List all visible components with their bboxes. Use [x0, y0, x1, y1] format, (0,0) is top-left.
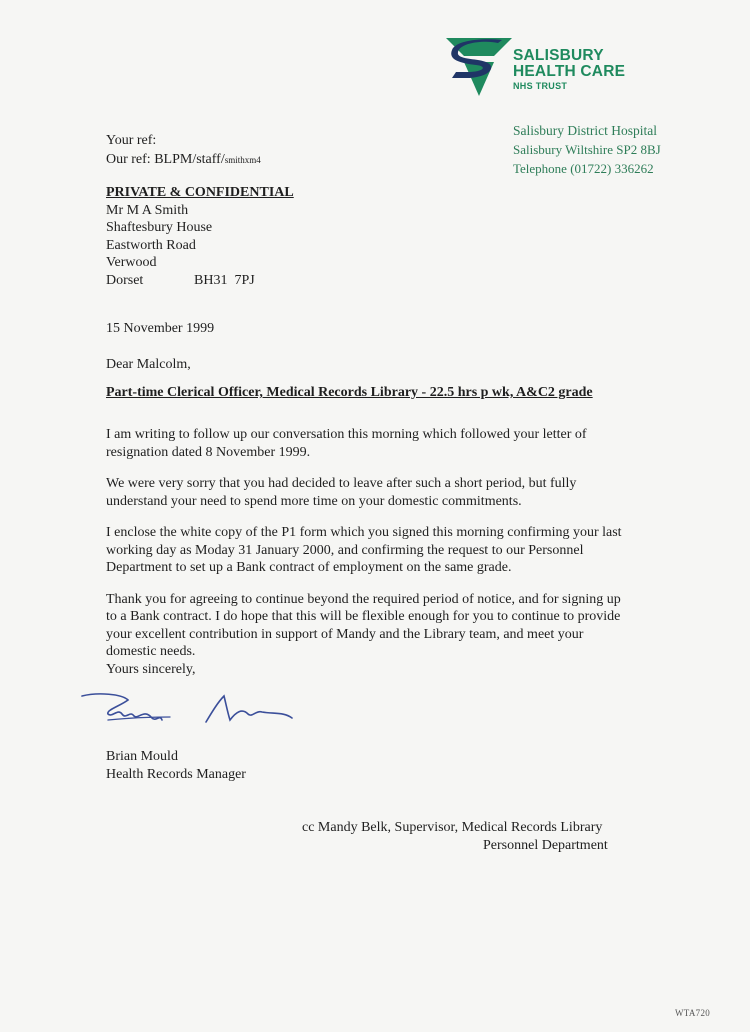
- addressee-line2: Eastworth Road: [106, 237, 196, 253]
- subject-heading: Part-time Clerical Officer, Medical Records Library - 22.5 hrs p wk, A&C2 grade: [106, 385, 593, 400]
- addressee-county-postcode: [106, 272, 294, 290]
- your-ref: Your ref:: [106, 133, 157, 148]
- addressee-block: [106, 184, 294, 289]
- salutation: Dear Malcolm,: [106, 357, 191, 372]
- hospital-address: [513, 121, 661, 178]
- trust-logo-mark-icon: [446, 38, 512, 96]
- document-reference: WTA720: [675, 1008, 711, 1018]
- signer-title: Health Records Manager: [106, 767, 246, 782]
- our-ref-suffix: smithxm4: [224, 155, 261, 165]
- signer-block: [106, 748, 246, 784]
- letter-body: [106, 426, 626, 675]
- trust-logo: [446, 38, 636, 100]
- body-paragraph: We were very sorry that you had decided to leave after such a short period, but fully understand your need to spend more time on your domestic commitments.: [106, 476, 577, 509]
- hospital-telephone: Telephone (01722) 336262: [513, 161, 654, 176]
- logo-line-health-care: HEALTH CARE: [513, 63, 626, 80]
- body-paragraph: I am writing to follow up our conversation this morning which followed your letter of resignation dated 8 November 1999.: [106, 427, 587, 460]
- addressee-county: Dorset: [106, 272, 144, 288]
- addressee-town: Verwood: [106, 255, 157, 270]
- addressee-name: Mr M A Smith: [106, 202, 189, 218]
- letter-date: 15 November 1999: [106, 321, 215, 336]
- addressee-line1: Shaftesbury House: [106, 220, 213, 235]
- handwritten-signature-icon: [78, 684, 298, 734]
- trust-logo-text: [513, 48, 625, 93]
- references: [106, 131, 261, 170]
- body-paragraph: I enclose the white copy of the P1 form which you signed this morning confirming your last working day as Moday 31 January 2000, and confirming the request to our Personnel Department to set up a Bank contract of employment on the same grade.: [106, 525, 622, 575]
- cc-line1: cc Mandy Belk, Supervisor, Medical Records Library: [302, 820, 603, 835]
- logo-line-salisbury: SALISBURY: [513, 47, 604, 64]
- closing: Yours sincerely,: [106, 662, 196, 677]
- signer-name: Brian Mould: [106, 749, 178, 764]
- cc-block: [302, 819, 608, 854]
- hospital-street: Salisbury Wiltshire SP2 8BJ: [513, 142, 661, 157]
- logo-line-nhs-trust: NHS TRUST: [513, 81, 568, 91]
- body-paragraph: Thank you for agreeing to continue beyond the required period of notice, and for signing up to a Bank contract. I do hope that this will be flexible enough for you to continue to provide your excellent contribution in support of Mandy and the Library team, and meet your domestic needs.: [106, 591, 621, 659]
- our-ref: [106, 150, 261, 170]
- cc-line2: Personnel Department: [483, 837, 608, 853]
- addressee-postcode: BH31 7PJ: [194, 272, 255, 288]
- confidential-heading: PRIVATE & CONFIDENTIAL: [106, 185, 294, 200]
- our-ref-label: Our ref: BLPM/staff/: [106, 152, 225, 167]
- hospital-name: Salisbury District Hospital: [513, 123, 657, 138]
